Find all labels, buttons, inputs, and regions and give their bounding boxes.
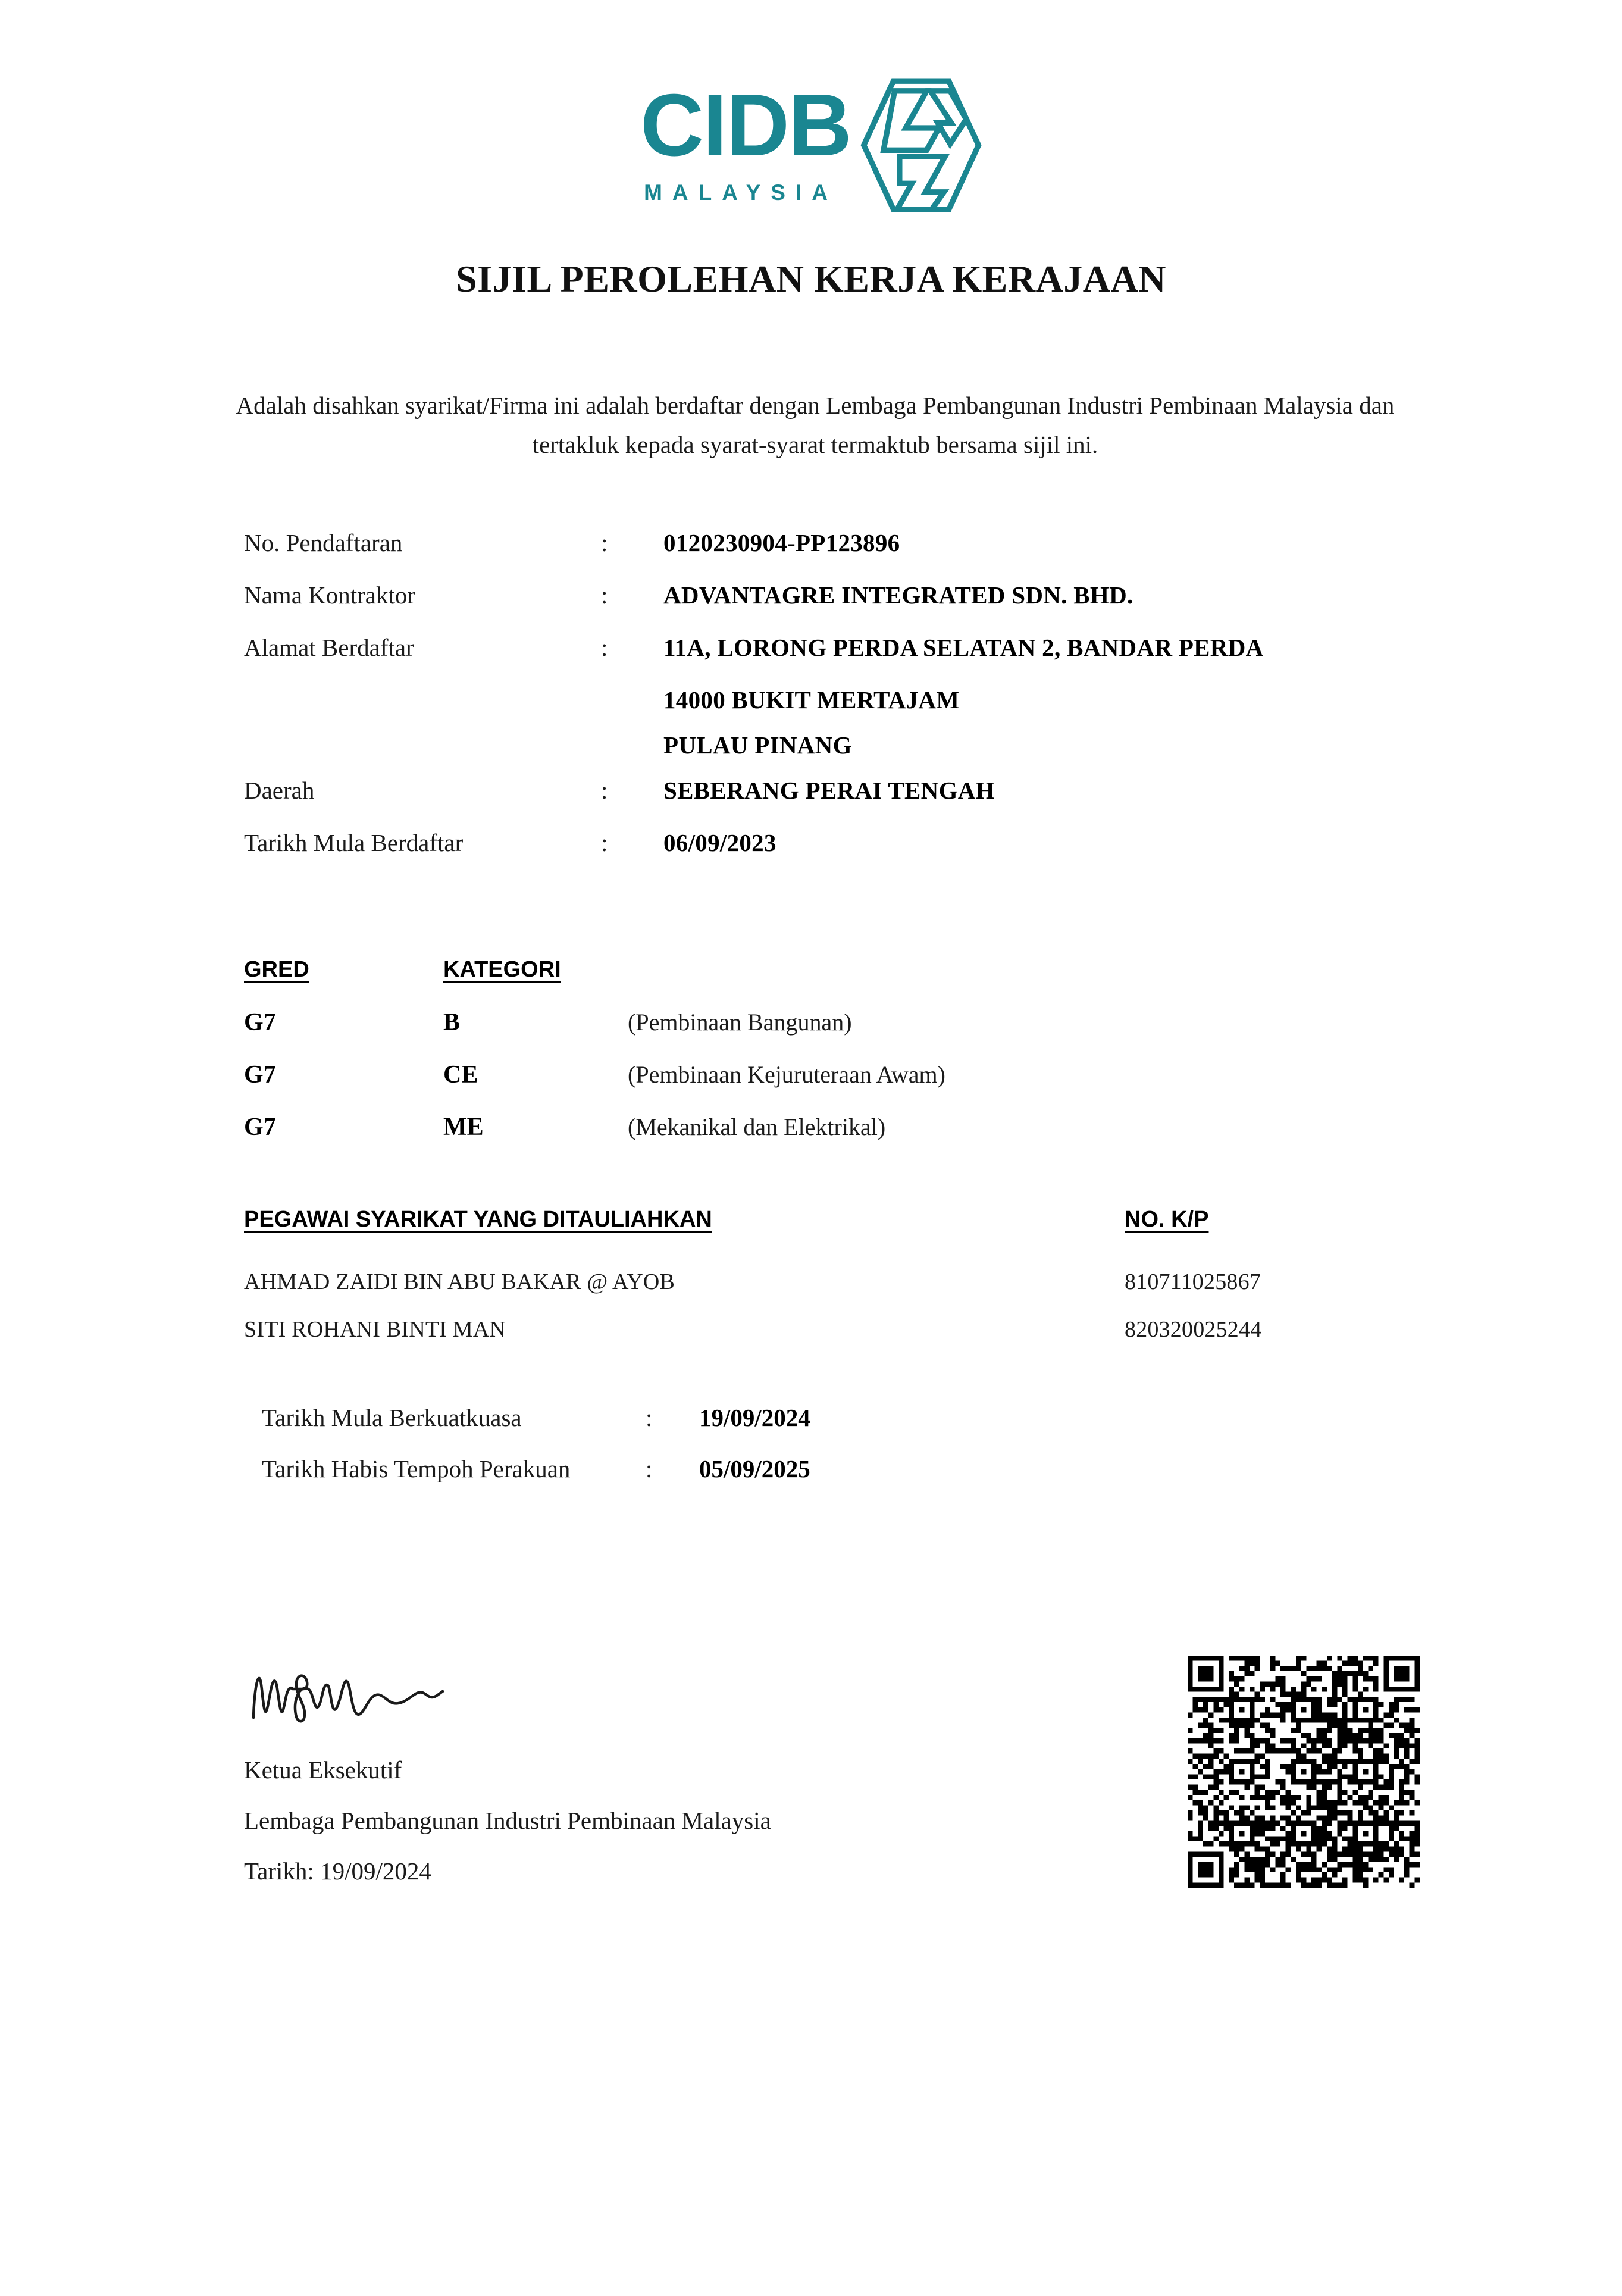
cell-kategori: B	[443, 1009, 461, 1036]
detail-value: 0120230904-PP123896	[663, 529, 900, 556]
detail-row	[244, 581, 1374, 633]
detail-value: SEBERANG PERAI TENGAH	[663, 777, 995, 804]
cidb-logo	[0, 77, 1622, 213]
detail-label: Daerah	[244, 777, 315, 804]
grade-category-table	[244, 957, 1374, 1165]
detail-colon: :	[601, 581, 608, 609]
cell-kategori: CE	[443, 1061, 478, 1088]
column-header-ic-number: NO. K/P	[1125, 1207, 1209, 1232]
detail-label: Alamat Berdaftar	[244, 634, 414, 661]
officers-table-header	[244, 1207, 1374, 1269]
validity-colon: :	[646, 1404, 653, 1431]
table-row	[244, 1269, 1374, 1316]
logo-wordmark: CIDB	[640, 76, 851, 174]
registration-details	[244, 528, 1374, 881]
signatory-role: Ketua Eksekutif	[244, 1756, 402, 1784]
detail-value: 06/09/2023	[663, 829, 776, 856]
cell-gred: G7	[244, 1061, 276, 1088]
signature-block	[244, 1660, 958, 1884]
cell-officer-name: SITI ROHANI BINTI MAN	[244, 1317, 506, 1342]
column-header-gred: GRED	[244, 957, 309, 982]
detail-label: Nama Kontraktor	[244, 581, 416, 609]
authorised-officers-table	[244, 1207, 1374, 1364]
detail-label: No. Pendaftaran	[244, 529, 403, 556]
detail-row	[244, 828, 1374, 881]
cell-ic-number: 820320025244	[1125, 1317, 1262, 1342]
cell-keterangan: (Pembinaan Kejuruteraan Awam)	[628, 1061, 945, 1088]
validity-row	[262, 1454, 1154, 1506]
table-row	[244, 1316, 1374, 1364]
detail-row	[244, 776, 1374, 828]
cell-ic-number: 810711025867	[1125, 1269, 1261, 1294]
cell-keterangan: (Pembinaan Bangunan)	[628, 1009, 852, 1036]
intro-paragraph: Adalah disahkan syarikat/Firma ini adalah berdaftar dengan Lembaga Pembangunan Industri Pembinaan Malaysia dan tertakluk kepada syarat-syarat termaktub bersama sijil ini.	[236, 392, 1395, 459]
detail-value: 14000 BUKIT MERTAJAM	[663, 686, 960, 714]
validity-period	[262, 1403, 1154, 1506]
column-header-officer-name: PEGAWAI SYARIKAT YANG DITAULIAHKAN	[244, 1207, 712, 1232]
detail-colon: :	[601, 829, 608, 856]
table-row	[244, 1008, 1374, 1061]
validity-value: 19/09/2024	[699, 1404, 810, 1431]
detail-row	[244, 633, 1374, 686]
table-row	[244, 1061, 1374, 1113]
qr-code-canvas	[1188, 1656, 1420, 1888]
cell-gred: G7	[244, 1113, 276, 1141]
validity-row	[262, 1403, 1154, 1454]
qr-code-icon	[1188, 1656, 1420, 1888]
column-header-kategori: KATEGORI	[443, 957, 561, 982]
signature-date: Tarikh: 19/09/2024	[244, 1857, 431, 1885]
certificate-title: SIJIL PEROLEHAN KERJA KERAJAAN	[456, 258, 1166, 300]
table-row	[244, 1113, 1374, 1165]
signatory-organisation: Lembaga Pembangunan Industri Pembinaan Malaysia	[244, 1807, 771, 1834]
validity-colon: :	[646, 1455, 653, 1482]
detail-value: PULAU PINANG	[663, 731, 852, 759]
cell-gred: G7	[244, 1009, 276, 1036]
detail-row	[244, 731, 1374, 776]
detail-label: Tarikh Mula Berdaftar	[244, 829, 464, 856]
detail-row	[244, 686, 1374, 731]
cell-officer-name: AHMAD ZAIDI BIN ABU BAKAR @ AYOB	[244, 1269, 675, 1294]
detail-colon: :	[601, 529, 608, 556]
column-header-keterangan	[628, 957, 1374, 1008]
validity-value: 05/09/2025	[699, 1455, 810, 1482]
grade-table-header	[244, 957, 1374, 1008]
detail-row	[244, 528, 1374, 581]
logo-subtext: MALAYSIA	[644, 180, 838, 205]
validity-label: Tarikh Habis Tempoh Perakuan	[262, 1455, 571, 1482]
detail-colon: :	[601, 634, 608, 661]
cidb-hexagon-mark-icon	[857, 77, 982, 213]
validity-label: Tarikh Mula Berkuatkuasa	[262, 1404, 522, 1431]
detail-value: 11A, LORONG PERDA SELATAN 2, BANDAR PERDA	[663, 634, 1264, 661]
detail-colon: :	[601, 777, 608, 804]
handwritten-signature-icon	[246, 1660, 526, 1732]
cell-kategori: ME	[443, 1113, 484, 1141]
detail-value: ADVANTAGRE INTEGRATED SDN. BHD.	[663, 581, 1133, 609]
cell-keterangan: (Mekanikal dan Elektrikal)	[628, 1113, 886, 1140]
